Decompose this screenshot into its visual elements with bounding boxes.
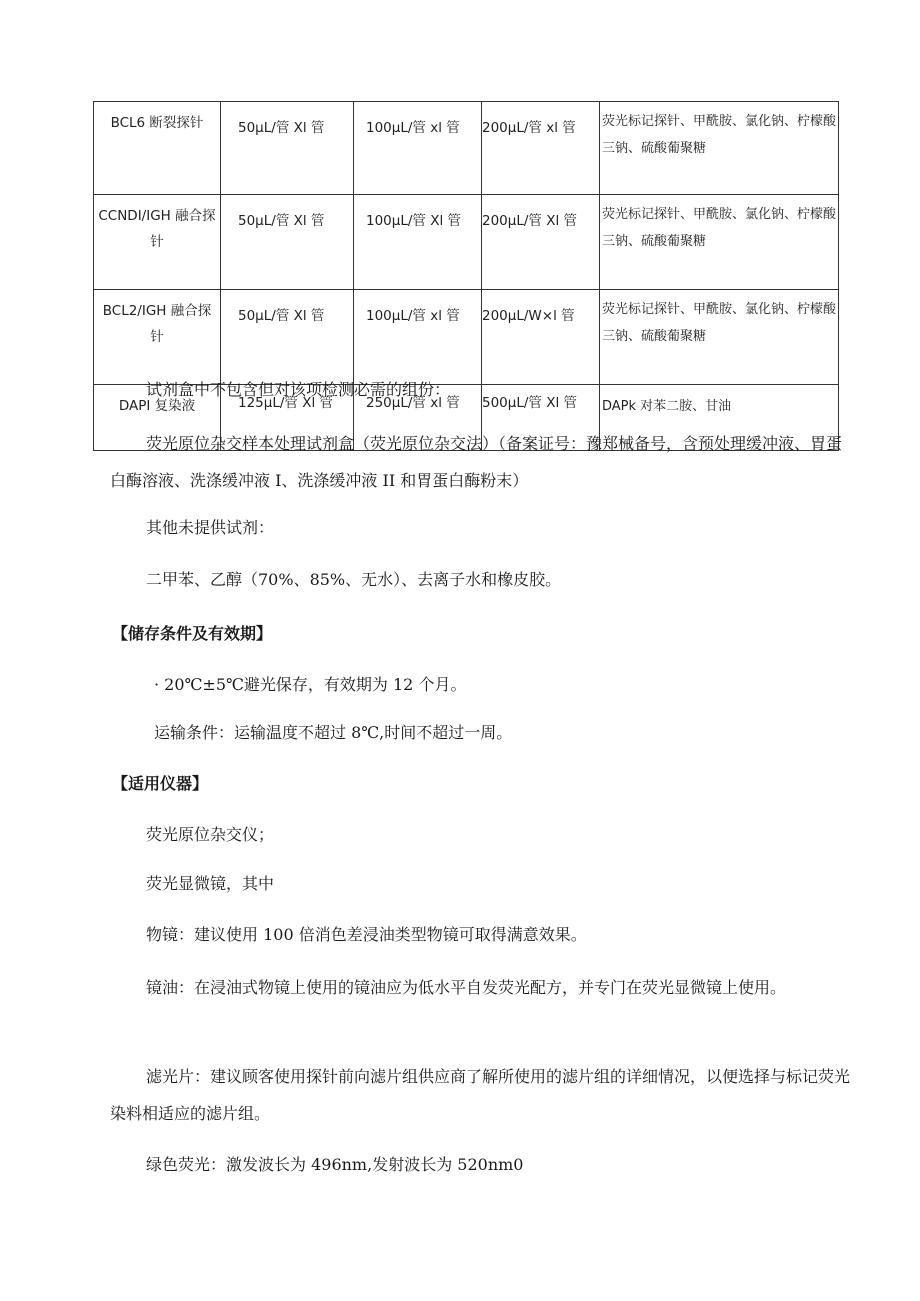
table-cell: 200μL/管 xl 管 [482,102,600,195]
table-cell: 200μL/管 Xl 管 [482,195,600,290]
transport-text: 运输条件：运输温度不超过 8℃,时间不超过一周。 [154,723,513,742]
table-cell: CCNDI/IGH 融合探针 [94,195,221,290]
other-reagents-title: 其他未提供试剂： [146,518,275,537]
fish-kit-paragraph: 荧光原位杂交样本处理试剂盒（荧光原位杂交法）（备案证号：豫郑械备号，含预处理缓冲液、胃蛋白酶溶液、洗涤缓冲液 I、洗涤缓冲液 II 和胃蛋白酶粉末） [110,434,843,490]
table-cell: 100μL/管 Xl 管 [354,195,482,290]
table-cell: 荧光标记探针、甲酰胺、氯化钠、柠檬酸三钠、硫酸葡聚糖 [600,195,839,290]
table-cell: DAPk 对苯二胺、甘油 [600,385,839,451]
table-cell: 500μL/管 Xl 管 [482,385,600,451]
table-cell: 100μL/管 xl 管 [354,102,482,195]
table-cell: 荧光标记探针、甲酰胺、氯化钠、柠檬酸三钠、硫酸葡聚糖 [600,102,839,195]
table-cell: DAPI 复染液 [94,385,221,451]
table-row [94,102,839,195]
oil-text: 镜油：在浸油式物镜上使用的镜油应为低水平自发荧光配方，并专门在荧光显微镜上使用。 [146,978,787,997]
table-row [94,195,839,290]
table-cell: 50μL/管 Xl 管 [221,102,354,195]
objective-text: 物镜：建议使用 100 倍消色差浸油类型物镜可取得满意效果。 [146,925,587,944]
table-cell: BCL2/IGH 融合探针 [94,290,221,385]
table-cell: 50μL/管 Xl 管 [221,195,354,290]
table-cell: 125μL/管 Xl 管 [221,385,354,451]
filter-text: 滤光片：建议顾客使用探针前向滤片组供应商了解所使用的滤片组的详细情况，以便选择与标记荧光染料相适应的滤片组。 [110,1067,851,1123]
table-cell: 100μL/管 xl 管 [354,290,482,385]
green-fluorescence: 绿色荧光：激发波长为 496nm,发射波长为 520nm0 [146,1155,524,1174]
storage-heading: 【储存条件及有效期】 [112,624,273,643]
other-reagents: 二甲苯、乙醇（70%、85%、无水）、去离子水和橡皮胶。 [146,570,562,589]
table-row [94,290,839,385]
not-included-title: 试剂盒中不包含但对该项检测必需的组份： [146,380,451,399]
table-cell: 50μL/管 Xl 管 [221,290,354,385]
instrument-1: 荧光原位杂交仪； [146,825,275,844]
instrument-heading: 【适用仪器】 [112,774,209,793]
table-cell: 200μL/W×l 管 [482,290,600,385]
storage-text: · 20℃±5℃避光保存，有效期为 12 个月。 [154,675,467,694]
table-cell: BCL6 断裂探针 [94,102,221,195]
table-cell: 荧光标记探针、甲酰胺、氯化钠、柠檬酸三钠、硫酸葡聚糖 [600,290,839,385]
instrument-2: 荧光显微镜，其中 [146,874,275,893]
table-cell: 250μL/管 xl 管 [354,385,482,451]
